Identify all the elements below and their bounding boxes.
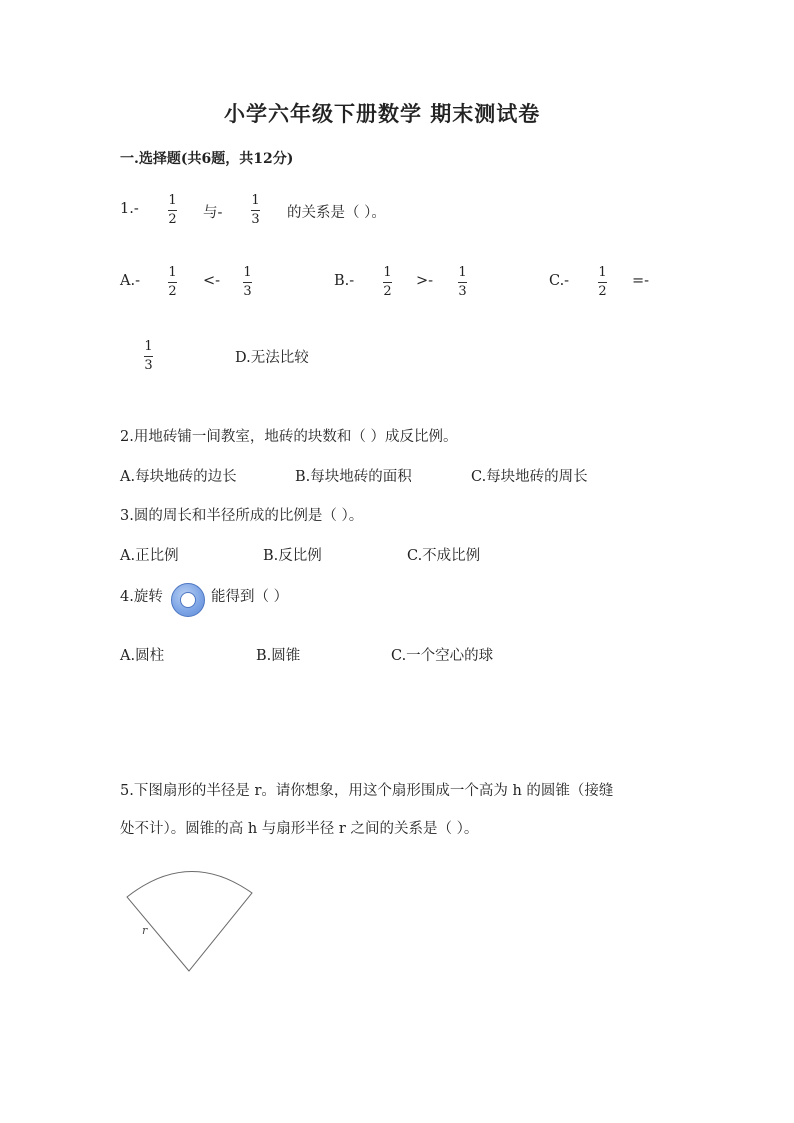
ring-icon: [171, 583, 205, 617]
fraction-one-third: [243, 266, 252, 299]
q4-option-b[interactable]: B.圆锥: [256, 648, 301, 664]
fraction-one-third: [251, 194, 260, 227]
q3-option-a[interactable]: A.正比例: [120, 548, 179, 564]
q1-option-b-label[interactable]: B.-: [334, 273, 355, 289]
q4-stem-end: 能得到（ ）: [211, 589, 289, 605]
fraction-one-half: [383, 266, 392, 299]
q2-option-a[interactable]: A.每块地砖的边长: [120, 469, 237, 485]
q3-option-b[interactable]: B.反比例: [263, 548, 322, 564]
q1-option-c-label[interactable]: C.-: [549, 273, 570, 289]
fraction-denominator: 2: [598, 284, 607, 299]
q5-stem-line-2: 处不计）。圆锥的高 h 与扇形半径 r 之间的关系是（ ）。: [120, 821, 479, 837]
section-heading: 一.选择题(共6题，共12分): [120, 151, 294, 167]
sector-diagram: [122, 866, 262, 976]
q3-option-c[interactable]: C.不成比例: [407, 548, 481, 564]
q2-option-c[interactable]: C.每块地砖的周长: [471, 469, 588, 485]
q5-stem-line-1: 5.下图扇形的半径是 r。请你想象，用这个扇形围成一个高为 h 的圆锥（接缝: [120, 783, 614, 799]
q1-option-b-operator: >-: [416, 273, 434, 289]
q1-option-c-operator: =-: [632, 273, 650, 289]
fraction-denominator: 3: [144, 358, 153, 373]
q3-stem: 3.圆的周长和半径所成的比例是（ ）。: [120, 508, 364, 524]
fraction-one-half: [598, 266, 607, 299]
fraction-denominator: 3: [251, 212, 260, 227]
q2-option-b[interactable]: B.每块地砖的面积: [295, 469, 412, 485]
fraction-denominator: 2: [383, 284, 392, 299]
fraction-numerator: 1: [144, 339, 153, 354]
fraction-one-third: [458, 266, 467, 299]
sector-shape: [127, 871, 252, 971]
fraction-numerator: 1: [168, 265, 177, 280]
q1-option-d[interactable]: D.无法比较: [235, 350, 309, 366]
radius-label: r: [142, 924, 148, 937]
fraction-numerator: 1: [243, 265, 252, 280]
fraction-one-third: [144, 340, 153, 373]
q1-with: 与-: [203, 205, 223, 221]
fraction-numerator: 1: [251, 193, 260, 208]
q4-stem-start: 4.旋转: [120, 589, 163, 605]
q4-option-c[interactable]: C.一个空心的球: [391, 648, 494, 664]
fraction-denominator: 3: [458, 284, 467, 299]
fraction-one-half: [168, 266, 177, 299]
q1-prefix: 1.-: [120, 201, 139, 217]
fraction-numerator: 1: [598, 265, 607, 280]
fraction-numerator: 1: [168, 193, 177, 208]
q1-suffix: 的关系是（ ）。: [287, 205, 386, 221]
q1-option-a-operator: <-: [203, 273, 221, 289]
fraction-numerator: 1: [383, 265, 392, 280]
page-title: 小学六年级下册数学 期末测试卷: [224, 101, 541, 126]
fraction-denominator: 3: [243, 284, 252, 299]
fraction-one-half: [168, 194, 177, 227]
q2-stem: 2.用地砖铺一间教室，地砖的块数和（ ）成反比例。: [120, 429, 458, 445]
fraction-denominator: 2: [168, 212, 177, 227]
q1-option-a-label[interactable]: A.-: [120, 273, 140, 289]
fraction-denominator: 2: [168, 284, 177, 299]
q4-option-a[interactable]: A.圆柱: [120, 648, 165, 664]
fraction-numerator: 1: [458, 265, 467, 280]
